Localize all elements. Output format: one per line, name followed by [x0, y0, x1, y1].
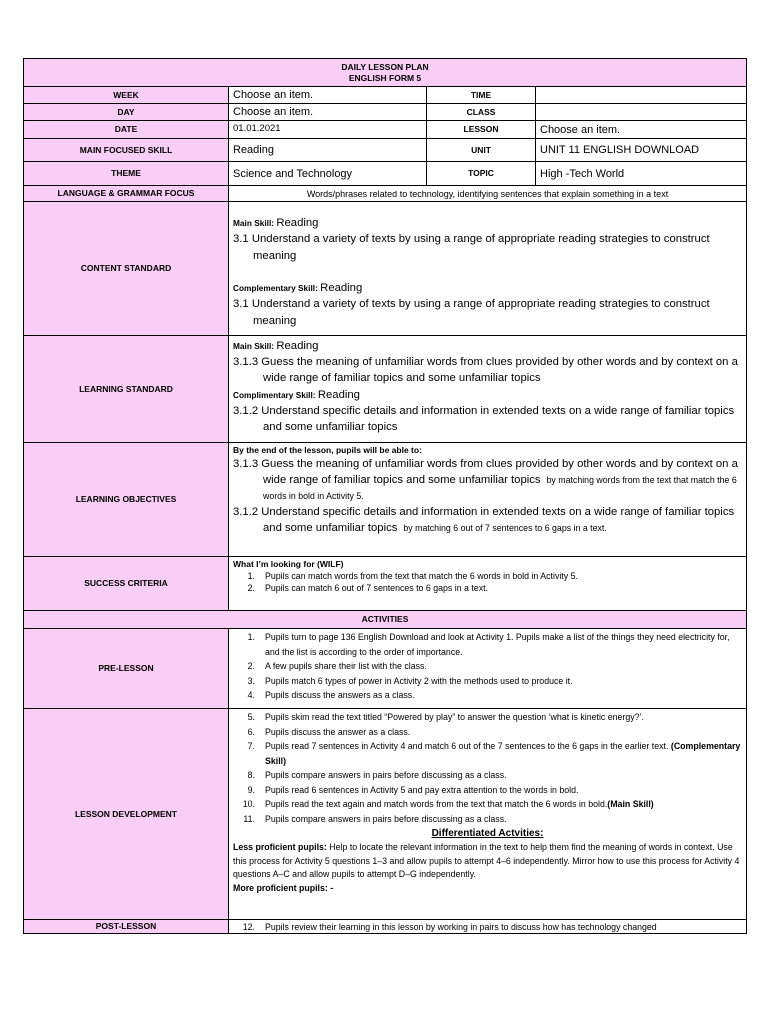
- list-item: [233, 768, 742, 783]
- more-proficient-label: More proficient pupils: -: [233, 882, 334, 893]
- list-item: [233, 688, 742, 703]
- plan-title: DAILY LESSON PLAN: [341, 61, 429, 72]
- item-emphasis: (Main Skill): [607, 799, 654, 809]
- post-lesson-label: POST-LESSON: [24, 920, 229, 934]
- week-value: Choose an item.: [229, 87, 427, 104]
- theme-row: [24, 162, 747, 186]
- item-number: 2.: [247, 583, 255, 593]
- success-criteria-row: [24, 557, 747, 611]
- lesson-label: LESSON: [427, 121, 536, 139]
- grammar-label: LANGUAGE & GRAMMAR FOCUS: [24, 186, 229, 202]
- list-item: [233, 659, 742, 674]
- plan-subtitle: ENGLISH FORM 5: [348, 72, 422, 83]
- date-label: DATE: [24, 121, 229, 139]
- topic-label: TOPIC: [427, 162, 536, 186]
- date-value: 01.01.2021: [229, 121, 427, 139]
- day-value: Choose an item.: [229, 104, 427, 121]
- item-text: Pupils read 7 sentences in Activity 4 and match 6 out of the 7 sentences to the 6 gaps in the earlier text.: [265, 741, 671, 751]
- less-proficient-paragraph: [233, 841, 742, 882]
- ls-main-skill-name: Reading: [276, 340, 319, 352]
- item-number: 2.: [247, 661, 255, 671]
- learning-standard-row: [24, 336, 747, 443]
- day-row: [24, 104, 747, 121]
- content-standard-label: CONTENT STANDARD: [24, 202, 229, 336]
- item-number: 5.: [247, 712, 255, 722]
- class-value: [536, 104, 747, 121]
- ls-main-skill: [233, 337, 742, 354]
- objective-criterion: by matching words from the text that match the 6 words in bold in Activity 5.: [263, 475, 737, 501]
- objectives-intro: By the end of the lesson, pupils will be able to:: [233, 445, 422, 455]
- ls-main-skill-label: Main Skill:: [233, 341, 277, 351]
- content-comp-skill-name: Reading: [320, 282, 363, 294]
- item-text: Pupils compare answers in pairs before discussing as a class.: [265, 813, 507, 824]
- list-item: [233, 630, 742, 659]
- more-proficient-paragraph: [233, 882, 742, 896]
- list-item: [233, 783, 742, 798]
- lesson-plan-table: [23, 58, 747, 934]
- list-item: [233, 582, 742, 594]
- class-label: CLASS: [427, 104, 536, 121]
- content-standard-body: [229, 202, 747, 336]
- theme-value: Science and Technology: [229, 162, 427, 186]
- objective-standard: 3.1.3 Guess the meaning of unfamiliar words from clues provided by other words and by context on a wide range of familiar topics and some unfamiliar topics: [233, 458, 738, 486]
- ls-comp-standard: 3.1.2 Understand specific details and information in extended texts on a wide range of familiar topics and some unfamiliar topics: [233, 405, 735, 433]
- plan-header: [24, 59, 747, 87]
- spacer: [233, 265, 742, 279]
- pre-lesson-row: [24, 629, 747, 709]
- lesson-development-label: LESSON DEVELOPMENT: [24, 709, 229, 920]
- learning-objectives-body: [229, 443, 747, 557]
- list-item: [233, 725, 742, 740]
- item-number: 9.: [247, 784, 255, 795]
- learning-standard-body: [229, 336, 747, 443]
- item-text: Pupils read the text again and match words from the text that match the 6 words in bold.: [265, 799, 608, 809]
- content-main-skill-label: Main Skill:: [233, 218, 277, 228]
- item-number: 8.: [247, 770, 255, 780]
- learning-standard-label: LEARNING STANDARD: [24, 336, 229, 443]
- lesson-value: Choose an item.: [536, 121, 747, 139]
- theme-label: THEME: [24, 162, 229, 186]
- success-intro: What I’m looking for (WILF): [233, 559, 344, 569]
- item-text: Pupils turn to page 136 English Download and look at Activity 1. Pupils make a list of the things they need electricity for, and the list is according to the order of importance.: [265, 632, 730, 657]
- item-number: 10.: [242, 799, 255, 809]
- lesson-development-body: [229, 709, 747, 920]
- item-text: A few pupils share their list with the class.: [265, 661, 427, 671]
- list-item: [233, 812, 742, 827]
- unit-label: UNIT: [427, 139, 536, 162]
- item-number: 11.: [243, 813, 255, 824]
- item-text: Pupils match 6 types of power in Activity 2 with the methods used to produce it.: [265, 675, 573, 686]
- list-item: [233, 570, 742, 582]
- content-main-standard: 3.1 Understand a variety of texts by using a range of appropriate reading strategies to construct meaning: [233, 233, 710, 262]
- grammar-row: [24, 186, 747, 202]
- item-text: Pupils can match words from the text that match the 6 words in bold in Activity 5.: [265, 571, 578, 581]
- content-main-skill-name: Reading: [276, 217, 319, 229]
- objective-item: [233, 504, 742, 536]
- item-text: Pupils read 6 sentences in Activity 5 and pay extra attention to the words in bold.: [265, 784, 579, 795]
- date-row: [24, 121, 747, 139]
- objective-item: [233, 456, 742, 504]
- content-comp-standard: 3.1 Understand a variety of texts by using a range of appropriate reading strategies to construct meaning: [233, 298, 710, 327]
- item-number: 3.: [247, 675, 255, 686]
- grammar-value: Words/phrases related to technology, identifying sentences that explain something in a text: [229, 186, 747, 202]
- unit-value: UNIT 11 ENGLISH DOWNLOAD: [536, 139, 747, 162]
- activities-row: [24, 611, 747, 629]
- main-skill-value: Reading: [229, 139, 427, 162]
- item-text: Pupils discuss the answers as a class.: [265, 690, 415, 700]
- list-item: [233, 674, 742, 689]
- lesson-development-row: [24, 709, 747, 920]
- item-number: 7.: [247, 741, 255, 751]
- ls-comp-skill-name: Reading: [317, 389, 360, 401]
- content-comp-skill-label: Complementary Skill:: [233, 283, 321, 293]
- header-row: [24, 59, 747, 87]
- item-emphasis: (Complementary Skill): [265, 741, 741, 766]
- learning-objectives-label: LEARNING OBJECTIVES: [24, 443, 229, 557]
- skill-row: [24, 139, 747, 162]
- learning-objectives-row: [24, 443, 747, 557]
- differentiated-heading: Differentiated Actvities:: [431, 828, 544, 839]
- week-row: [24, 87, 747, 104]
- content-main-skill: [233, 214, 742, 231]
- item-number: 4.: [247, 690, 255, 700]
- time-label: TIME: [427, 87, 536, 104]
- list-item: [233, 921, 742, 933]
- ls-comp-skill: [233, 386, 742, 403]
- less-proficient-text: Help to locate the relevant information in the text to help them find the meaning of words in context. Use this process for Activity 5 questions 1–3 and allow pupils to attempt 4–6 independently. Mirror how to use this process for Activity 4 questions A–C and allow pupils to attempt D–G independently.: [233, 842, 740, 879]
- time-value: [536, 87, 747, 104]
- content-comp-skill: [233, 279, 742, 296]
- week-label: WEEK: [24, 87, 229, 104]
- list-item: [233, 710, 742, 725]
- item-number: 12.: [242, 922, 255, 932]
- item-number: 1.: [247, 571, 255, 581]
- activities-heading: ACTIVITIES: [24, 611, 747, 629]
- main-skill-label: MAIN FOCUSED SKILL: [24, 139, 229, 162]
- less-proficient-label: Less proficient pupils:: [233, 842, 327, 852]
- post-lesson-row: [24, 920, 747, 934]
- item-number: 6.: [247, 726, 255, 737]
- objective-standard: 3.1.2 Understand specific details and information in extended texts on a wide range of familiar topics and some unfamiliar topics: [233, 506, 735, 534]
- success-criteria-label: SUCCESS CRITERIA: [24, 557, 229, 611]
- item-text: Pupils can match 6 out of 7 sentences to 6 gaps in a text.: [265, 583, 488, 593]
- content-standard-row: [24, 202, 747, 336]
- ls-comp-skill-label: Complimentary Skill:: [233, 390, 318, 400]
- list-item: [233, 739, 742, 768]
- list-item: [233, 797, 742, 812]
- day-label: DAY: [24, 104, 229, 121]
- ls-main-standard: 3.1.3 Guess the meaning of unfamiliar words from clues provided by other words and by context on a wide range of familiar topics and some unfamiliar topics: [233, 356, 738, 384]
- post-lesson-body: [229, 920, 747, 934]
- item-text: Pupils compare answers in pairs before discussing as a class.: [265, 770, 507, 780]
- item-number: 1.: [247, 632, 255, 642]
- item-text: Pupils skim read the text titled “Powered by play” to answer the question ‘what is kinetic energy?’.: [265, 712, 644, 722]
- success-criteria-body: [229, 557, 747, 611]
- pre-lesson-body: [229, 629, 747, 709]
- objective-criterion: by matching 6 out of 7 sentences to 6 gaps in a text.: [403, 523, 607, 533]
- item-text: Pupils review their learning in this lesson by working in pairs to discuss how has technology changed: [265, 922, 657, 932]
- item-text: Pupils discuss the answer as a class.: [265, 726, 411, 737]
- topic-value: High -Tech World: [536, 162, 747, 186]
- pre-lesson-label: PRE-LESSON: [24, 629, 229, 709]
